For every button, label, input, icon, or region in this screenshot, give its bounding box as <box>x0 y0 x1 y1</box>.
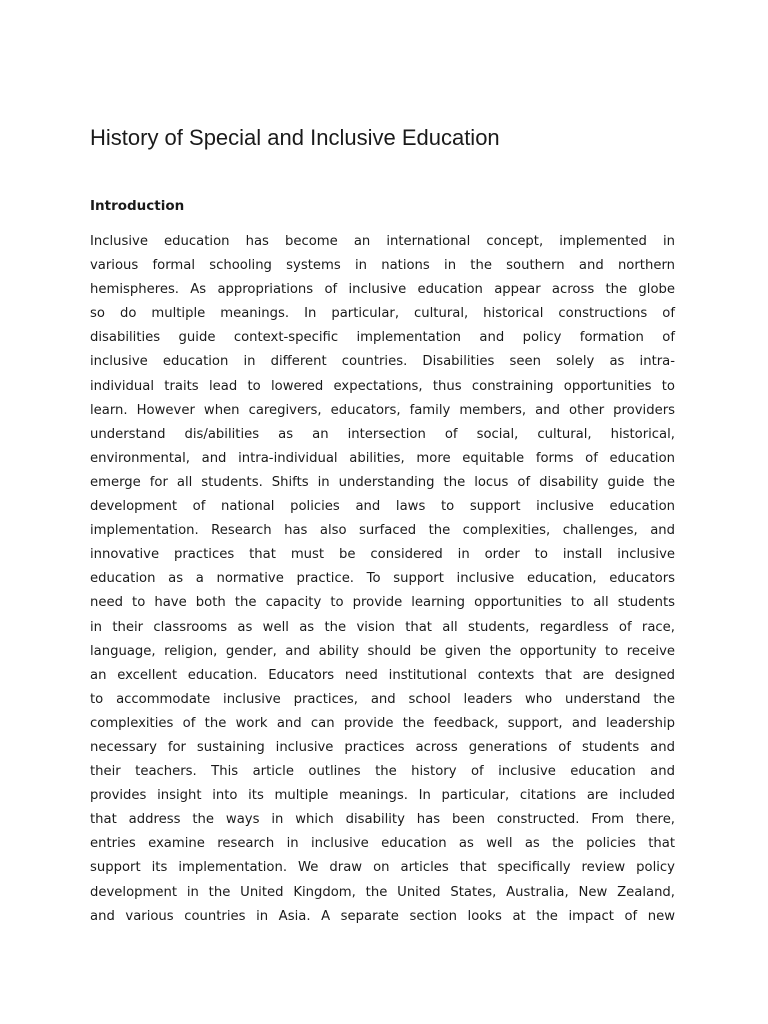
paragraph-line: necessary for sustaining inclusive practices across generations of students and <box>90 739 675 755</box>
paragraph-line: to accommodate inclusive practices, and school leaders who understand the <box>90 691 675 707</box>
paragraph-line: their teachers. This article outlines the history of inclusive education and <box>90 764 675 780</box>
paragraph-line: disabilities guide context-specific implementation and policy formation of <box>90 330 675 346</box>
paragraph-line: need to have both the capacity to provide learning opportunities to all students <box>90 595 675 611</box>
paragraph-line: so do multiple meanings. In particular, cultural, historical constructions of <box>90 306 675 322</box>
paragraph-line: complexities of the work and can provide the feedback, support, and leadership <box>90 715 675 731</box>
paragraph-line: an excellent education. Educators need institutional contexts that are designed <box>90 667 675 683</box>
paragraph-line: hemispheres. As appropriations of inclusive education appear across the globe <box>90 282 675 298</box>
paragraph-line: support its implementation. We draw on articles that specifically review policy <box>90 860 675 876</box>
paragraph-line: in their classrooms as well as the vision that all students, regardless of race, <box>90 619 675 635</box>
paragraph-line: individual traits lead to lowered expectations, thus constraining opportunities to <box>90 378 675 394</box>
paragraph-line: implementation. Research has also surfaced the complexities, challenges, and <box>90 523 675 539</box>
paragraph-line: entries examine research in inclusive education as well as the policies that <box>90 836 675 852</box>
paragraph-line: Inclusive education has become an international concept, implemented in <box>90 234 675 249</box>
section-heading-introduction: Introduction <box>90 198 185 214</box>
paragraph-line: development in the United Kingdom, the United States, Australia, New Zealand, <box>90 884 675 900</box>
paragraph-line: emerge for all students. Shifts in understanding the locus of disability guide the <box>90 474 675 490</box>
paragraph-line: innovative practices that must be considered in order to install inclusive <box>90 547 675 563</box>
paragraph-line: provides insight into its multiple meanings. In particular, citations are included <box>90 788 675 804</box>
paragraph-line: language, religion, gender, and ability should be given the opportunity to receive <box>90 643 675 659</box>
paragraph-line: various formal schooling systems in nations in the southern and northern <box>90 258 675 274</box>
page-title: History of Special and Inclusive Education <box>90 125 500 150</box>
paragraph-line: development of national policies and laws to support inclusive education <box>90 499 675 515</box>
paragraph-line: learn. However when caregivers, educators, family members, and other providers <box>90 402 675 418</box>
paragraph-line: education as a normative practice. To support inclusive education, educators <box>90 571 675 587</box>
paragraph-line: environmental, and intra-individual abilities, more equitable forms of education <box>90 450 675 466</box>
introduction-paragraph <box>90 230 675 929</box>
paragraph-line: that address the ways in which disability has been constructed. From there, <box>90 812 675 828</box>
paragraph-line: and various countries in Asia. A separate section looks at the impact of new <box>90 908 675 924</box>
paragraph-line: understand dis/abilities as an intersection of social, cultural, historical, <box>90 426 675 442</box>
paragraph-line: inclusive education in different countries. Disabilities seen solely as intra- <box>90 354 675 370</box>
